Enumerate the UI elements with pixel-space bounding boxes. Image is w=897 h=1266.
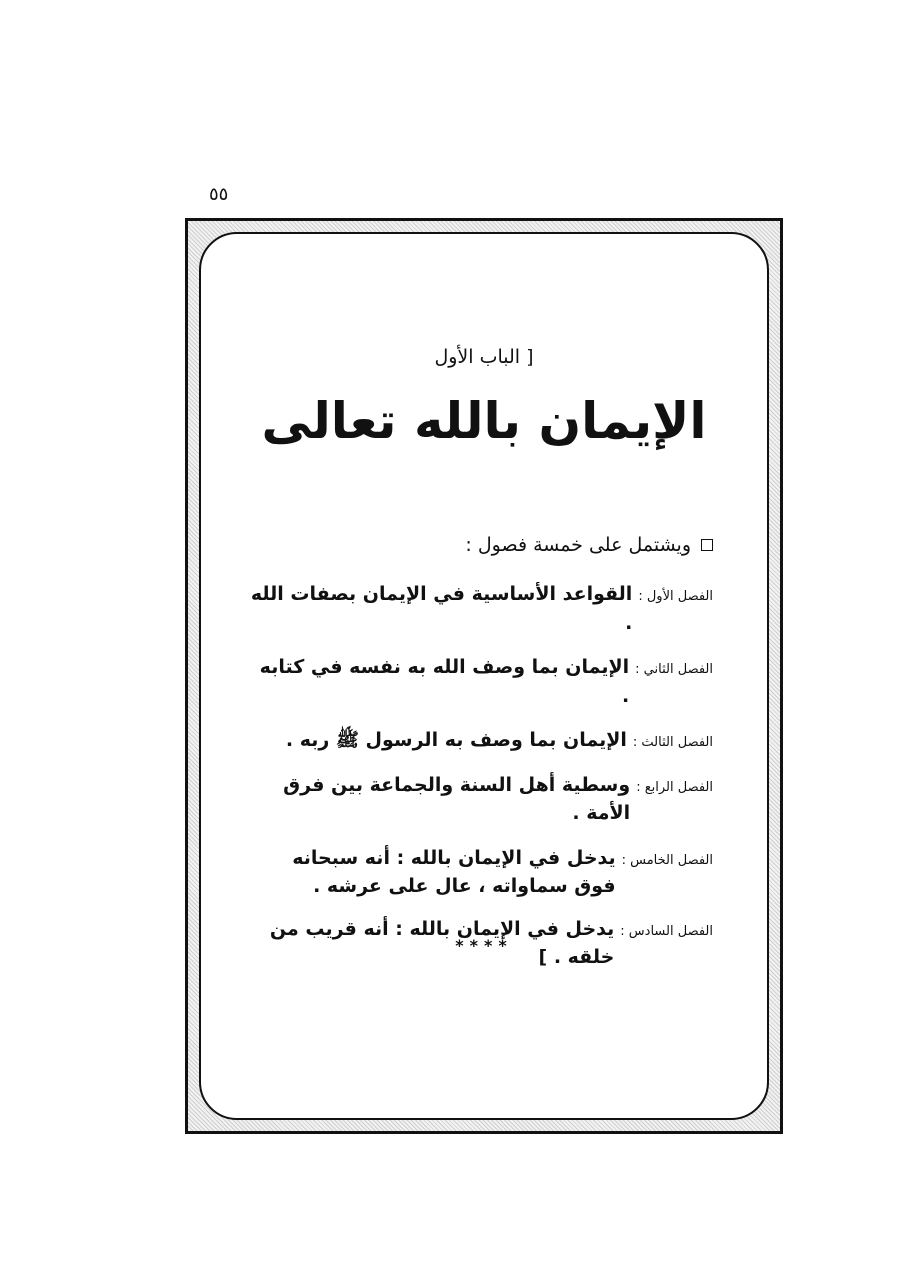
section-label: الفصل الخامس :	[621, 852, 713, 868]
list-item	[249, 771, 713, 828]
section-text: يدخل في الإيمان بالله : أنه سبحانه فوق سماواته ، عال على عرشه .	[292, 846, 616, 897]
page-number: ٥٥	[209, 184, 229, 205]
section-label: الفصل الثالث :	[632, 735, 713, 750]
page-content-frame	[199, 232, 769, 1120]
section-label: الفصل الثاني :	[635, 662, 713, 677]
sections-list	[249, 580, 713, 988]
page-content	[201, 234, 767, 1118]
section-text: الإيمان بما وصف به الرسول ﷺ ربه .	[285, 729, 627, 751]
section-text: القواعد الأساسية في الإيمان بصفات الله .	[250, 583, 633, 634]
decorative-border-frame	[185, 218, 783, 1134]
section-text: يدخل في الإيمان بالله : أنه قريب من خلقه . ]	[269, 917, 615, 968]
intro-line	[465, 534, 713, 556]
intro-text: ويشتمل على خمسة فصول :	[465, 534, 691, 556]
list-item	[249, 844, 713, 901]
section-text: وسطية أهل السنة والجماعة بين فرق الأمة .	[283, 773, 631, 824]
section-label: الفصل الأول :	[638, 589, 713, 604]
section-label: الفصل الرابع :	[636, 779, 713, 795]
chapter-title: الإيمان بالله تعالى	[261, 392, 707, 450]
list-item	[249, 726, 713, 755]
list-item	[249, 653, 713, 710]
square-bullet-icon	[701, 539, 713, 551]
list-item	[249, 580, 713, 637]
section-separator-stars: ****	[455, 936, 513, 955]
chapter-label: [ الباب الأول	[434, 346, 534, 368]
section-text: الإيمان بما وصف الله به نفسه في كتابه .	[259, 656, 630, 707]
section-label: الفصل السادس :	[620, 923, 713, 939]
